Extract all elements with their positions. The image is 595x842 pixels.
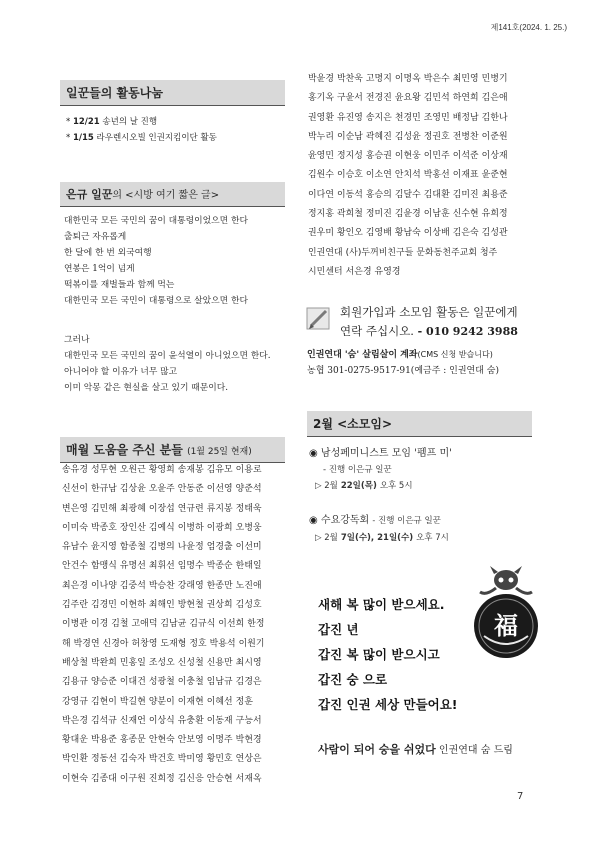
donor-line: 이현숙 김종대 이구원 진희정 김신응 안승현 서재옥 bbox=[62, 773, 262, 784]
contact-line: 회원가입과 소모임 활동은 일꾼에게 bbox=[340, 305, 518, 319]
donor-line: 유남수 윤지영 함종철 김병의 나윤정 엄경출 이선미 bbox=[62, 542, 262, 553]
poem-stanza-2: 그러나 대한민국 모든 국민의 꿈이 윤석열이 아니었으면 한다. 아니어야 할 이유가 너무 많고 이미 악몽 같은 현실을 살고 있기 때문이다. bbox=[64, 335, 271, 393]
poem-stanza-1: 대한민국 모든 국민의 꿈이 대통령이었으면 한다 출퇴근 자유롭게 한 달에 한 번 외국여행 연봉은 1억이 넘게 떡볶이를 재벌들과 함께 먹는 대한민국 모든 국민이 대통령으로 살았으면 한다 bbox=[64, 216, 248, 306]
donor-line: 황대운 박용준 홍종문 안현숙 안보영 이명주 박현경 bbox=[62, 735, 262, 746]
contact-block bbox=[340, 303, 560, 341]
badge-char: 福 bbox=[494, 611, 518, 640]
issue-number: 제141호(2024. 1. 25.) bbox=[490, 23, 567, 32]
donors-list-right bbox=[308, 70, 508, 282]
donor-line: 최은경 이나양 김중석 박승찬 강래영 한종만 노진애 bbox=[62, 580, 262, 591]
poem-heading: 의 <시방 여기 짧은 글> bbox=[112, 190, 220, 201]
meetings-title bbox=[307, 411, 532, 437]
donor-line: 송유경 성무현 오원근 황영희 송재봉 김유모 이용로 bbox=[62, 465, 262, 475]
signature: 사람이 되어 숭을 쉬었다 인권연대 숨 드림 bbox=[318, 743, 513, 756]
donor-line: 강영규 김현이 박길현 양분이 이재현 이혜선 정훈 bbox=[62, 696, 253, 707]
meetings-title-text: 2월 <소모임> bbox=[313, 417, 393, 431]
donor-line: 시민센터 서은경 유영경 bbox=[308, 266, 401, 277]
contact-line: 연락 주십시오. bbox=[340, 324, 414, 338]
dragon-luck-icon bbox=[466, 566, 546, 664]
pencil-memo-icon bbox=[306, 305, 332, 331]
page-number: 7 bbox=[517, 791, 524, 802]
donor-line: 박누리 이순남 곽혜진 김성윤 정권호 전병찬 이준원 bbox=[308, 131, 508, 142]
donor-line: 박인환 정동선 김숙자 박건호 박미영 황민호 연상은 bbox=[62, 754, 262, 765]
activity-item: * 1/15 라우렌시오빌 인권지킴이단 활동 bbox=[66, 133, 217, 143]
poem-author: 은규 일꾼 bbox=[66, 188, 113, 201]
donor-line: 김원수 이승호 이소연 안치석 박홍선 이재표 윤준현 bbox=[308, 170, 508, 181]
contact-phone: - 010 9242 3988 bbox=[417, 325, 518, 338]
donor-line: 박윤경 박찬욱 고명지 이명옥 박은수 최민영 민병기 bbox=[308, 74, 508, 84]
donor-line: 이미숙 박종호 장인산 김예식 이병하 이광희 오병웅 bbox=[62, 522, 262, 533]
donor-line: 박은경 김석규 신재언 이상식 유충환 이동재 구능서 bbox=[62, 715, 262, 726]
donor-line: 해 박경연 신경아 허창영 도재형 정호 박용석 이원기 bbox=[62, 638, 265, 649]
donor-line: 배상철 박완희 민홍일 조성오 신성철 신용만 최시영 bbox=[62, 657, 262, 668]
donor-line: 홍기옥 구윤서 전경진 윤요왕 김민석 하연희 김은애 bbox=[308, 93, 508, 104]
poem-title bbox=[60, 182, 285, 207]
donors-title bbox=[60, 437, 285, 463]
donor-line: 정지홍 곽희철 정미진 김윤경 이남훈 신수현 유희정 bbox=[308, 209, 508, 220]
donor-line: 김용규 양승준 이대건 성광철 이충철 임남규 김경은 bbox=[62, 677, 262, 688]
activity-item: * 12/21 송년의 날 진행 bbox=[66, 117, 158, 127]
bullet-circle-icon: ◉ bbox=[309, 515, 318, 526]
donors-date: (1월 25일 현재) bbox=[187, 447, 252, 457]
donor-line: 권영환 유진영 송지은 천경민 조영민 배정남 김한나 bbox=[308, 112, 508, 123]
activities-list bbox=[66, 114, 217, 146]
bullet-circle-icon: ◉ bbox=[309, 448, 318, 459]
donor-line: 인권연대 (사)두꺼비친구들 문화동천주교회 청주 bbox=[308, 247, 498, 258]
donor-line: 김주란 김경민 이현하 최해인 방현철 권상희 김성호 bbox=[62, 600, 262, 611]
donor-line: 변은영 김민해 최광혜 이장섭 연규련 류지봉 정태욱 bbox=[62, 503, 262, 514]
new-year-greeting: 새해 복 많이 받으세요. 갑진 년 갑진 복 많이 받으시고 갑진 숭 으로 갑진 인권 세상 만들어요! bbox=[318, 597, 458, 712]
activities-title-text: 일꾼들의 활동나눔 bbox=[66, 86, 163, 100]
donors-title-text: 매월 도움을 주신 분들 bbox=[66, 443, 183, 457]
donor-line: 이병관 이경 김철 고애덕 김남균 김규식 이선희 한정 bbox=[62, 619, 265, 630]
activities-title bbox=[60, 80, 285, 106]
donor-line: 윤영민 정지성 홍승권 이현웅 이민주 이석준 이상재 bbox=[308, 151, 508, 162]
donor-line: 신선이 한규남 김상윤 오윤주 안동준 이선영 양준석 bbox=[62, 484, 262, 495]
donor-line: 이다연 이동석 홍승의 김달수 김대환 김미진 최용준 bbox=[308, 189, 508, 200]
donors-list-left bbox=[62, 461, 265, 789]
donor-line: 안건수 함맹식 유명선 최휘선 임명수 박종순 한태일 bbox=[62, 561, 262, 572]
meeting-item: ◉ 수요강독회 - 진행 이은규 일꾼 ▷ 2월 7일(수), 21일(수) 오후 7시 bbox=[309, 515, 449, 543]
donor-line: 권우미 황인오 김영배 황남숙 이상배 김은숙 김성관 bbox=[308, 228, 508, 239]
bank-account: 농협 301-0275-9517-91(예금주 : 인권연대 숨) bbox=[307, 366, 500, 376]
bank-line: 인권연대 '숨' 살림살이 계좌(CMS 신청 받습니다) bbox=[307, 350, 493, 360]
meeting-item: ◉ 남성페미니스트 모임 '펨프 미' - 진행 이은규 일꾼 ▷ 2월 22일(목) 오후 5시 bbox=[309, 448, 452, 491]
